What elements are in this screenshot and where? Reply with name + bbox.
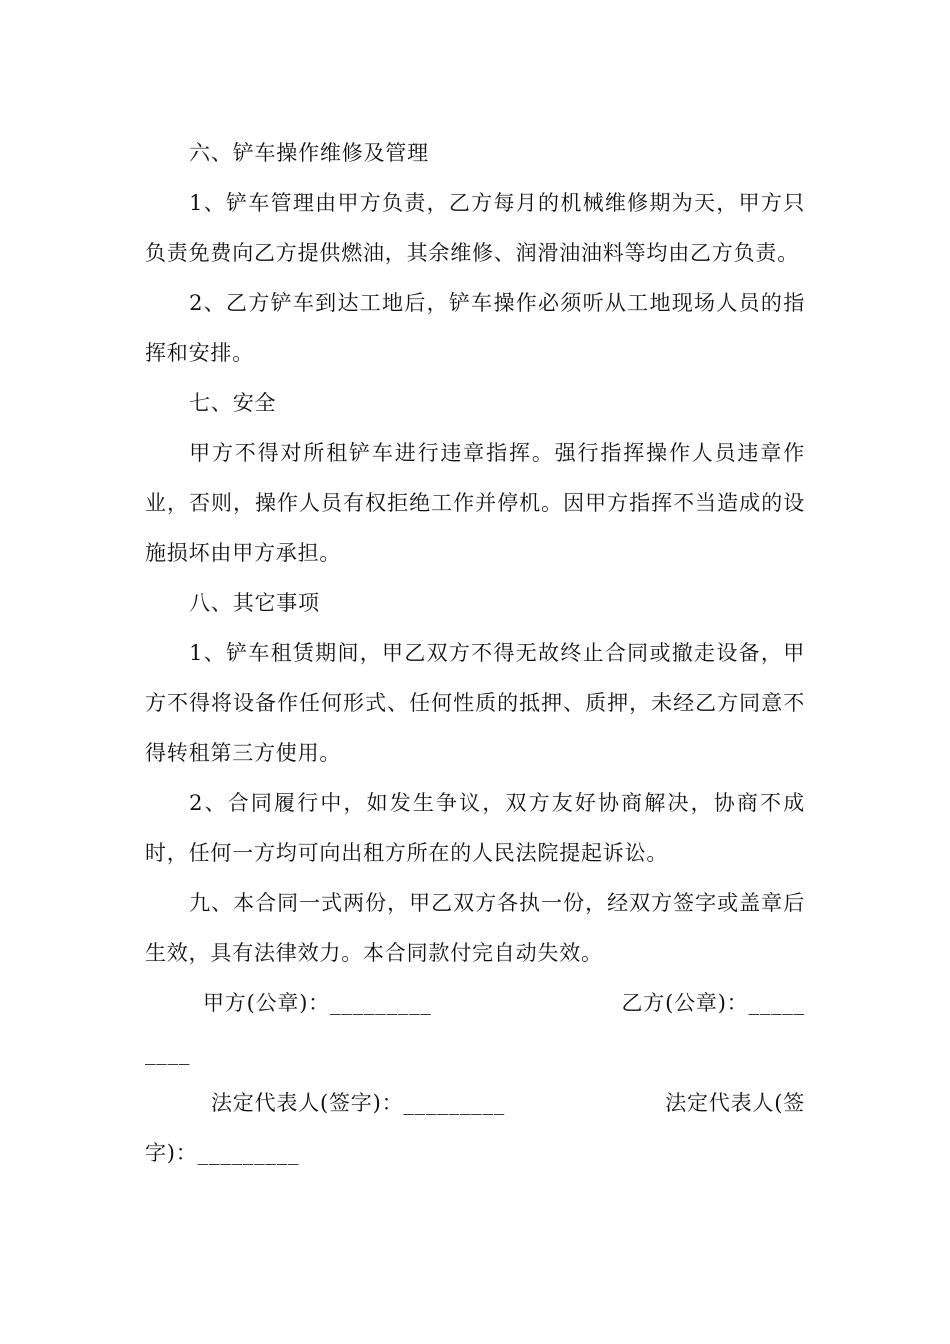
party-b-seal-continuation: ____ bbox=[145, 1041, 191, 1065]
party-b-seal-field: 乙方(公章)：_____ bbox=[621, 991, 805, 1015]
paragraph-8-2: 2、合同履行中，如发生争议，双方友好协商解决，协商不成时，任何一方均可向出租方所在的人民法院提起诉讼。 bbox=[145, 791, 805, 865]
section-heading-8: 八、其它事项 bbox=[189, 591, 320, 615]
section-heading-7: 七、安全 bbox=[189, 391, 277, 415]
paragraph-9: 九、本合同一式两份，甲乙双方各执一份，经双方签字或盖章后生效，具有法律效力。本合同款付完自动失效。 bbox=[145, 891, 805, 965]
paragraph-6-2: 2、乙方铲车到达工地后，铲车操作必须听从工地现场人员的指挥和安排。 bbox=[145, 291, 805, 365]
party-a-seal-field: 甲方(公章)：_________ bbox=[203, 991, 432, 1015]
seal-row bbox=[145, 978, 805, 1028]
section-heading-6: 六、铲车操作维修及管理 bbox=[189, 141, 429, 165]
party-b-representative-field: 法定代表人(签 bbox=[665, 1091, 805, 1115]
party-b-representative-continuation: 字)：_________ bbox=[145, 1141, 300, 1165]
paragraph-8-1: 1、铲车租赁期间，甲乙双方不得无故终止合同或撤走设备，甲方不得将设备作任何形式、任何性质的抵押、质押，未经乙方同意不得转租第三方使用。 bbox=[145, 641, 805, 765]
paragraph-6-1: 1、铲车管理由甲方负责，乙方每月的机械维修期为天，甲方只负责免费向乙方提供燃油，其余维修、润滑油油料等均由乙方负责。 bbox=[145, 191, 805, 265]
party-a-representative-field: 法定代表人(签字)：_________ bbox=[211, 1091, 506, 1115]
representative-row bbox=[145, 1078, 805, 1128]
paragraph-7: 甲方不得对所租铲车进行违章指挥。强行指挥操作人员违章作业，否则，操作人员有权拒绝工作并停机。因甲方指挥不当造成的设施损坏由甲方承担。 bbox=[145, 441, 805, 565]
contract-body bbox=[145, 128, 805, 1178]
